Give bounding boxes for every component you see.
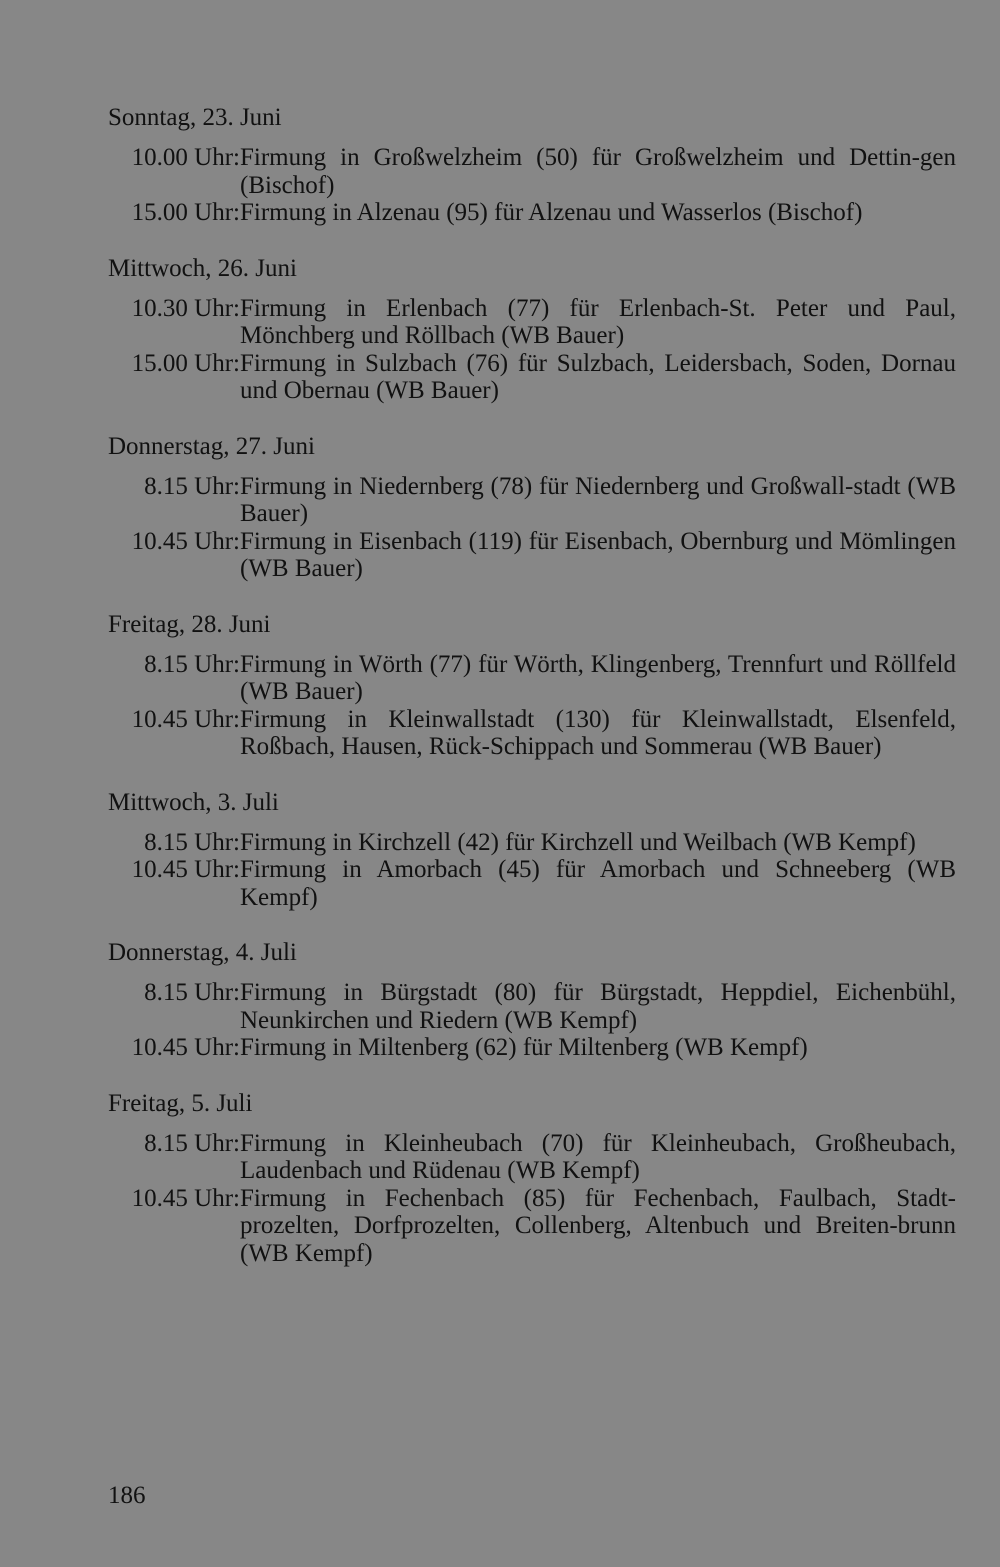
day-section-sonntag-23-juni [108,104,956,227]
day-heading: Sonntag, 23. Juni [108,104,282,131]
page-number: 186 [108,1482,146,1509]
day-section-donnerstag-4-juli [108,939,956,1062]
day-section-mittwoch-26-juni [108,255,956,405]
entry-text: Firmung in Wörth (77) für Wörth, Klingenberg, Trennfurt und Röllfeld (WB Bauer) [240,650,956,705]
schedule-entry [108,1130,956,1185]
schedule-entry [108,473,956,528]
day-heading: Donnerstag, 4. Juli [108,939,297,966]
entry-text: Firmung in Amorbach (45) für Amorbach und Schneeberg (WB Kempf) [240,856,956,911]
schedule-entry [108,651,956,706]
entry-time: 10.45 Uhr: [131,856,240,883]
entry-time: 10.45 Uhr: [131,527,240,555]
entry-time: 10.45 Uhr: [131,705,240,733]
entry-time: 8.15 Uhr: [144,650,240,678]
schedule-entry [108,144,956,199]
day-heading: Donnerstag, 27. Juni [108,432,315,460]
day-heading: Mittwoch, 3. Juli [108,788,279,816]
entry-text: Firmung in Eisenbach (119) für Eisenbach, Obernburg und Mömlingen (WB Bauer) [240,527,956,582]
entry-time: 15.00 Uhr: [131,349,240,377]
schedule-entry [108,979,956,1034]
schedule-entry [108,528,956,583]
entry-time: 8.15 Uhr: [144,828,240,856]
day-heading: Mittwoch, 26. Juni [108,254,297,282]
schedule-entry [108,856,956,911]
entry-time: 10.00 Uhr: [131,144,240,171]
entry-time: 8.15 Uhr: [144,472,240,500]
entry-text: Firmung in Alzenau (95) für Alzenau und Wasserlos (Bischof) [240,199,863,226]
schedule-entry [108,350,956,405]
schedule-entry [108,1185,956,1268]
entry-text: Firmung in Niedernberg (78) für Niedernberg und Großwall-stadt (WB Bauer) [240,472,956,527]
entry-text: Firmung in Kirchzell (42) für Kirchzell und Weilbach (WB Kempf) [240,828,916,856]
schedule-entry [108,706,956,761]
entry-text: Firmung in Großwelzheim (50) für Großwelzheim und Dettin-gen (Bischof) [240,144,956,199]
entry-text: Firmung in Kleinheubach (70) für Kleinheubach, Großheubach, Laudenbach und Rüdenau (WB Kempf) [240,1129,956,1184]
schedule-page [108,104,956,1295]
entry-time: 10.45 Uhr: [131,1184,240,1212]
day-heading: Freitag, 28. Juni [108,610,271,638]
day-section-freitag-28-juni [108,611,956,761]
day-section-mittwoch-3-juli [108,789,956,912]
schedule-entry [108,199,956,227]
entry-time: 8.15 Uhr: [144,979,240,1006]
day-heading: Freitag, 5. Juli [108,1089,253,1117]
entry-time: 8.15 Uhr: [144,1129,240,1157]
entry-text: Firmung in Erlenbach (77) für Erlenbach-St. Peter und Paul, Mönchberg und Röllbach (WB Bauer) [240,294,956,349]
schedule-entry [108,829,956,857]
day-section-freitag-5-juli [108,1090,956,1268]
entry-text: Firmung in Sulzbach (76) für Sulzbach, Leidersbach, Soden, Dornau und Obernau (WB Bauer) [240,349,956,404]
schedule-entry [108,295,956,350]
entry-time: 10.30 Uhr: [131,294,240,322]
entry-text: Firmung in Fechenbach (85) für Fechenbach, Faulbach, Stadt-prozelten, Dorfprozelten, Collenberg, Altenbuch und Breiten-brunn (WB Kempf) [240,1184,956,1267]
entry-time: 15.00 Uhr: [131,199,240,226]
entry-text: Firmung in Kleinwallstadt (130) für Kleinwallstadt, Elsenfeld, Roßbach, Hausen, Rück-Schippach und Sommerau (WB Bauer) [240,705,956,760]
schedule-entry [108,1034,956,1062]
entry-time: 10.45 Uhr: [131,1034,240,1061]
day-section-donnerstag-27-juni [108,433,956,583]
entry-text: Firmung in Bürgstadt (80) für Bürgstadt, Heppdiel, Eichenbühl, Neunkirchen und Riedern (WB Kempf) [240,979,956,1034]
entry-text: Firmung in Miltenberg (62) für Miltenberg (WB Kempf) [240,1034,808,1061]
